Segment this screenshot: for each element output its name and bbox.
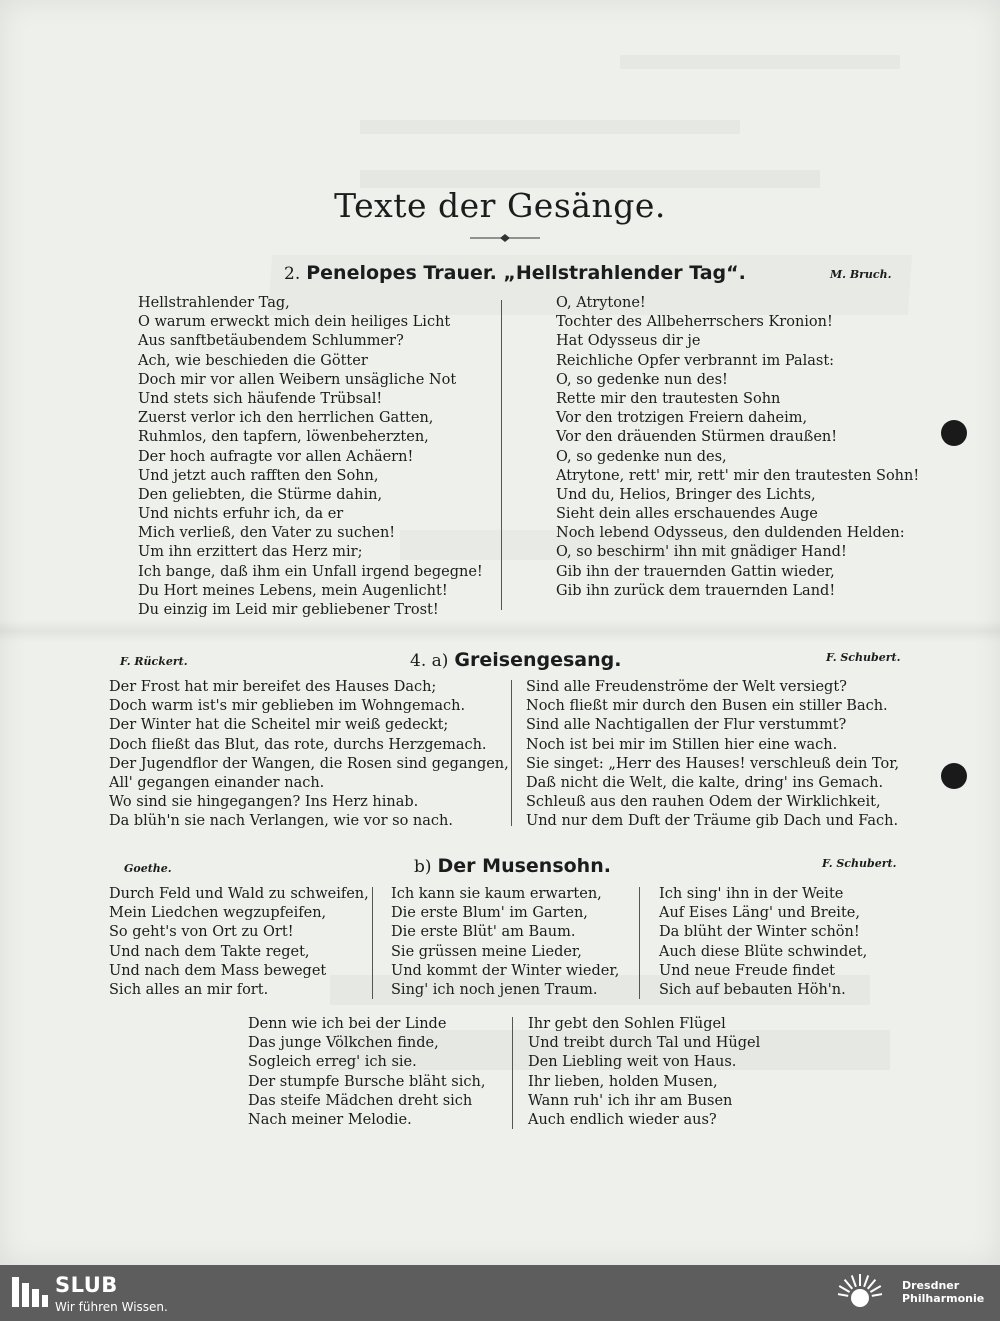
- verse-line: Sind alle Nachtigallen der Flur verstummt?: [526, 717, 847, 734]
- column-divider: [501, 300, 502, 610]
- verse-line: Und nichts erfuhr ich, da er: [138, 506, 344, 523]
- verse-column-left: [109, 678, 509, 832]
- verse-line: Daß nicht die Welt, die kalte, dring' ins Gemach.: [526, 774, 884, 791]
- verse-line: Der hoch aufragte vor allen Achäern!: [138, 448, 414, 465]
- poet-credit: Goethe.: [124, 862, 172, 875]
- column-divider: [512, 1017, 513, 1129]
- verse-line: Hat Odysseus dir je: [556, 333, 701, 350]
- philharmonie-logo-icon: [838, 1272, 882, 1316]
- verse-line: Doch fließt das Blut, das rote, durchs Herzgemach.: [109, 736, 487, 753]
- verse-line: Durch Feld und Wald zu schweifen,: [109, 886, 369, 902]
- verse-line: Das junge Völkchen finde,: [248, 1035, 439, 1052]
- verse-line: O, Atrytone!: [556, 295, 646, 311]
- verse-line: Ich kann sie kaum erwarten,: [391, 886, 602, 902]
- verse-line: Sich auf bebauten Höh'n.: [659, 981, 846, 998]
- verse-line: Da blüh'n sie nach Verlangen, wie vor so nach.: [109, 813, 453, 830]
- verse-line: Zuerst verlor ich den herrlichen Gatten,: [138, 410, 434, 427]
- verse-line: Atrytone, rett' mir, rett' mir den trautesten Sohn!: [556, 467, 920, 484]
- verse-line: Ihr lieben, holden Musen,: [528, 1073, 718, 1090]
- verse-line: Und jetzt auch rafften den Sohn,: [138, 467, 379, 484]
- verse-line: Und du, Helios, Bringer des Lichts,: [556, 486, 816, 503]
- punch-hole: [941, 420, 967, 446]
- paper-fold: [0, 620, 1000, 642]
- verse-line: Du einzig im Leid mir gebliebener Trost!: [138, 602, 439, 618]
- section-heading-musensohn: [414, 855, 611, 877]
- verse-line: Doch warm ist's mir geblieben im Wohngemach.: [109, 698, 466, 715]
- verse-column-4: [248, 1015, 485, 1130]
- verse-line: Und kommt der Winter wieder,: [391, 962, 620, 979]
- section-number: 2.: [284, 264, 301, 284]
- page-title: Texte der Gesänge.: [334, 186, 666, 225]
- verse-line: Vor den trotzigen Freiern daheim,: [556, 410, 808, 427]
- punch-hole: [941, 763, 967, 789]
- verse-line: Ihr gebt den Sohlen Flügel: [528, 1016, 726, 1032]
- philharmonie-line-1: Dresdner: [902, 1279, 960, 1292]
- verse-line: Den Liebling weit von Haus.: [528, 1054, 737, 1071]
- verse-line: Ruhmlos, den tapfern, löwenbeherzten,: [138, 429, 429, 446]
- section-number: 4. a): [410, 651, 449, 671]
- section-number: b): [414, 857, 432, 877]
- divider-ornament: [470, 233, 540, 243]
- verse-line: Rette mir den trautesten Sohn: [556, 390, 781, 407]
- verse-line: Das steife Mädchen dreht sich: [248, 1092, 473, 1109]
- verse-line: Mein Liedchen wegzupfeifen,: [109, 905, 327, 922]
- verse-line: O, so gedenke nun des,: [556, 448, 727, 465]
- verse-line: Auf Eises Läng' und Breite,: [659, 905, 860, 922]
- verse-line: Sich alles an mir fort.: [109, 981, 269, 998]
- composer-credit: F. Schubert.: [826, 651, 901, 664]
- verse-line: Und treibt durch Tal und Hügel: [528, 1035, 761, 1052]
- verse-line: Ich sing' ihn in der Weite: [659, 886, 844, 902]
- verse-line: Der Winter hat die Scheitel mir weiß gedeckt;: [109, 717, 449, 734]
- slub-name: SLUB: [55, 1273, 118, 1297]
- verse-line: Da blüht der Winter schön!: [659, 924, 860, 941]
- verse-line: Und nur dem Duft der Träume gib Dach und Fach.: [526, 813, 899, 830]
- verse-line: Und stets sich häufende Trübsal!: [138, 390, 383, 407]
- verse-line: Doch mir vor allen Weibern unsägliche Not: [138, 371, 457, 388]
- verse-line: O, so beschirm' ihn mit gnädiger Hand!: [556, 544, 847, 561]
- section-title: Greisengesang.: [454, 649, 622, 671]
- verse-line: Hellstrahlender Tag,: [138, 295, 290, 311]
- slub-logo-icon: [12, 1277, 48, 1307]
- verse-line: Und neue Freude findet: [659, 962, 835, 979]
- verse-line: Wann ruh' ich ihr am Busen: [528, 1092, 733, 1109]
- verse-line: Aus sanftbetäubendem Schlummer?: [138, 333, 404, 350]
- verse-line: Noch fließt mir durch den Busen ein stiller Bach.: [526, 698, 888, 715]
- verse-column-1: [109, 885, 369, 1000]
- verse-line: Wo sind sie hingegangen? Ins Herz hinab.: [109, 794, 419, 811]
- verse-line: Der Frost hat mir bereifet des Hauses Dach;: [109, 679, 437, 695]
- slub-tagline: Wir führen Wissen.: [55, 1300, 168, 1314]
- column-divider: [372, 887, 373, 999]
- verse-line: Und nach dem Takte reget,: [109, 943, 310, 960]
- verse-line: Ich bange, daß ihm ein Unfall irgend begegne!: [138, 563, 483, 580]
- verse-line: Schleuß aus den rauhen Odem der Wirklichkeit,: [526, 794, 881, 811]
- verse-line: Der Jugendflor der Wangen, die Rosen sind gegangen,: [109, 755, 509, 772]
- verse-line: Den geliebten, die Stürme dahin,: [138, 486, 383, 503]
- composer-credit: F. Schubert.: [822, 857, 897, 870]
- verse-line: Denn wie ich bei der Linde: [248, 1016, 447, 1032]
- verse-column-left: [138, 294, 483, 620]
- verse-line: Um ihn erzittert das Herz mir;: [138, 544, 363, 561]
- verse-line: Auch diese Blüte schwindet,: [659, 943, 868, 960]
- verse-column-2: [391, 885, 619, 1000]
- verse-column-3: [659, 885, 867, 1000]
- verse-line: Tochter des Allbeherrschers Kronion!: [556, 314, 833, 331]
- section-title: Der Musensohn.: [437, 855, 611, 877]
- verse-line: Auch endlich wieder aus?: [528, 1111, 717, 1128]
- verse-line: Gib ihn zurück dem trauernden Land!: [556, 582, 836, 599]
- verse-line: Noch ist bei mir im Stillen hier eine wach.: [526, 736, 838, 753]
- verse-line: Sie singet: „Herr des Hauses! verschleuß dein Tor,: [526, 755, 900, 772]
- poet-credit: F. Rückert.: [120, 655, 188, 668]
- verse-line: O warum erweckt mich dein heiliges Licht: [138, 314, 451, 331]
- footer-bar: [0, 1265, 1000, 1321]
- verse-line: Gib ihn der trauernden Gattin wieder,: [556, 563, 835, 580]
- verse-line: Mich verließ, den Vater zu suchen!: [138, 525, 396, 542]
- verse-line: All' gegangen einander nach.: [109, 774, 325, 791]
- verse-line: Sie grüssen meine Lieder,: [391, 943, 582, 960]
- section-heading-greisen: [410, 649, 621, 671]
- verse-line: Noch lebend Odysseus, den duldenden Helden:: [556, 525, 905, 542]
- verse-line: Ach, wie beschieden die Götter: [138, 352, 368, 369]
- verse-line: Sing' ich noch jenen Traum.: [391, 981, 598, 998]
- verse-column-right: [526, 678, 899, 832]
- column-divider: [511, 680, 512, 826]
- verse-line: Sieht dein alles erschauendes Auge: [556, 506, 818, 523]
- verse-line: Vor den dräuenden Stürmen draußen!: [556, 429, 838, 446]
- verse-line: Der stumpfe Bursche bläht sich,: [248, 1073, 486, 1090]
- verse-column-right: [556, 294, 919, 601]
- verse-line: Die erste Blüt' am Baum.: [391, 924, 576, 941]
- philharmonie-line-2: Philharmonie: [902, 1292, 985, 1305]
- column-divider: [639, 887, 640, 999]
- verse-line: O, so gedenke nun des!: [556, 371, 728, 388]
- verse-line: Sogleich erreg' ich sie.: [248, 1054, 417, 1071]
- verse-line: Die erste Blum' im Garten,: [391, 905, 588, 922]
- section-title: Penelopes Trauer. „Hellstrahlender Tag“.: [306, 262, 746, 284]
- verse-line: Reichliche Opfer verbrannt im Palast:: [556, 352, 835, 369]
- verse-line: Nach meiner Melodie.: [248, 1111, 412, 1128]
- composer-credit: M. Bruch.: [830, 268, 892, 281]
- verse-line: Du Hort meines Lebens, mein Augenlicht!: [138, 582, 448, 599]
- philharmonie-name: [902, 1279, 984, 1305]
- section-heading-penelope: [284, 262, 746, 284]
- verse-line: So geht's von Ort zu Ort!: [109, 924, 294, 941]
- verse-column-5: [528, 1015, 760, 1130]
- verse-line: Und nach dem Mass beweget: [109, 962, 327, 979]
- verse-line: Sind alle Freudenströme der Welt versiegt?: [526, 679, 847, 695]
